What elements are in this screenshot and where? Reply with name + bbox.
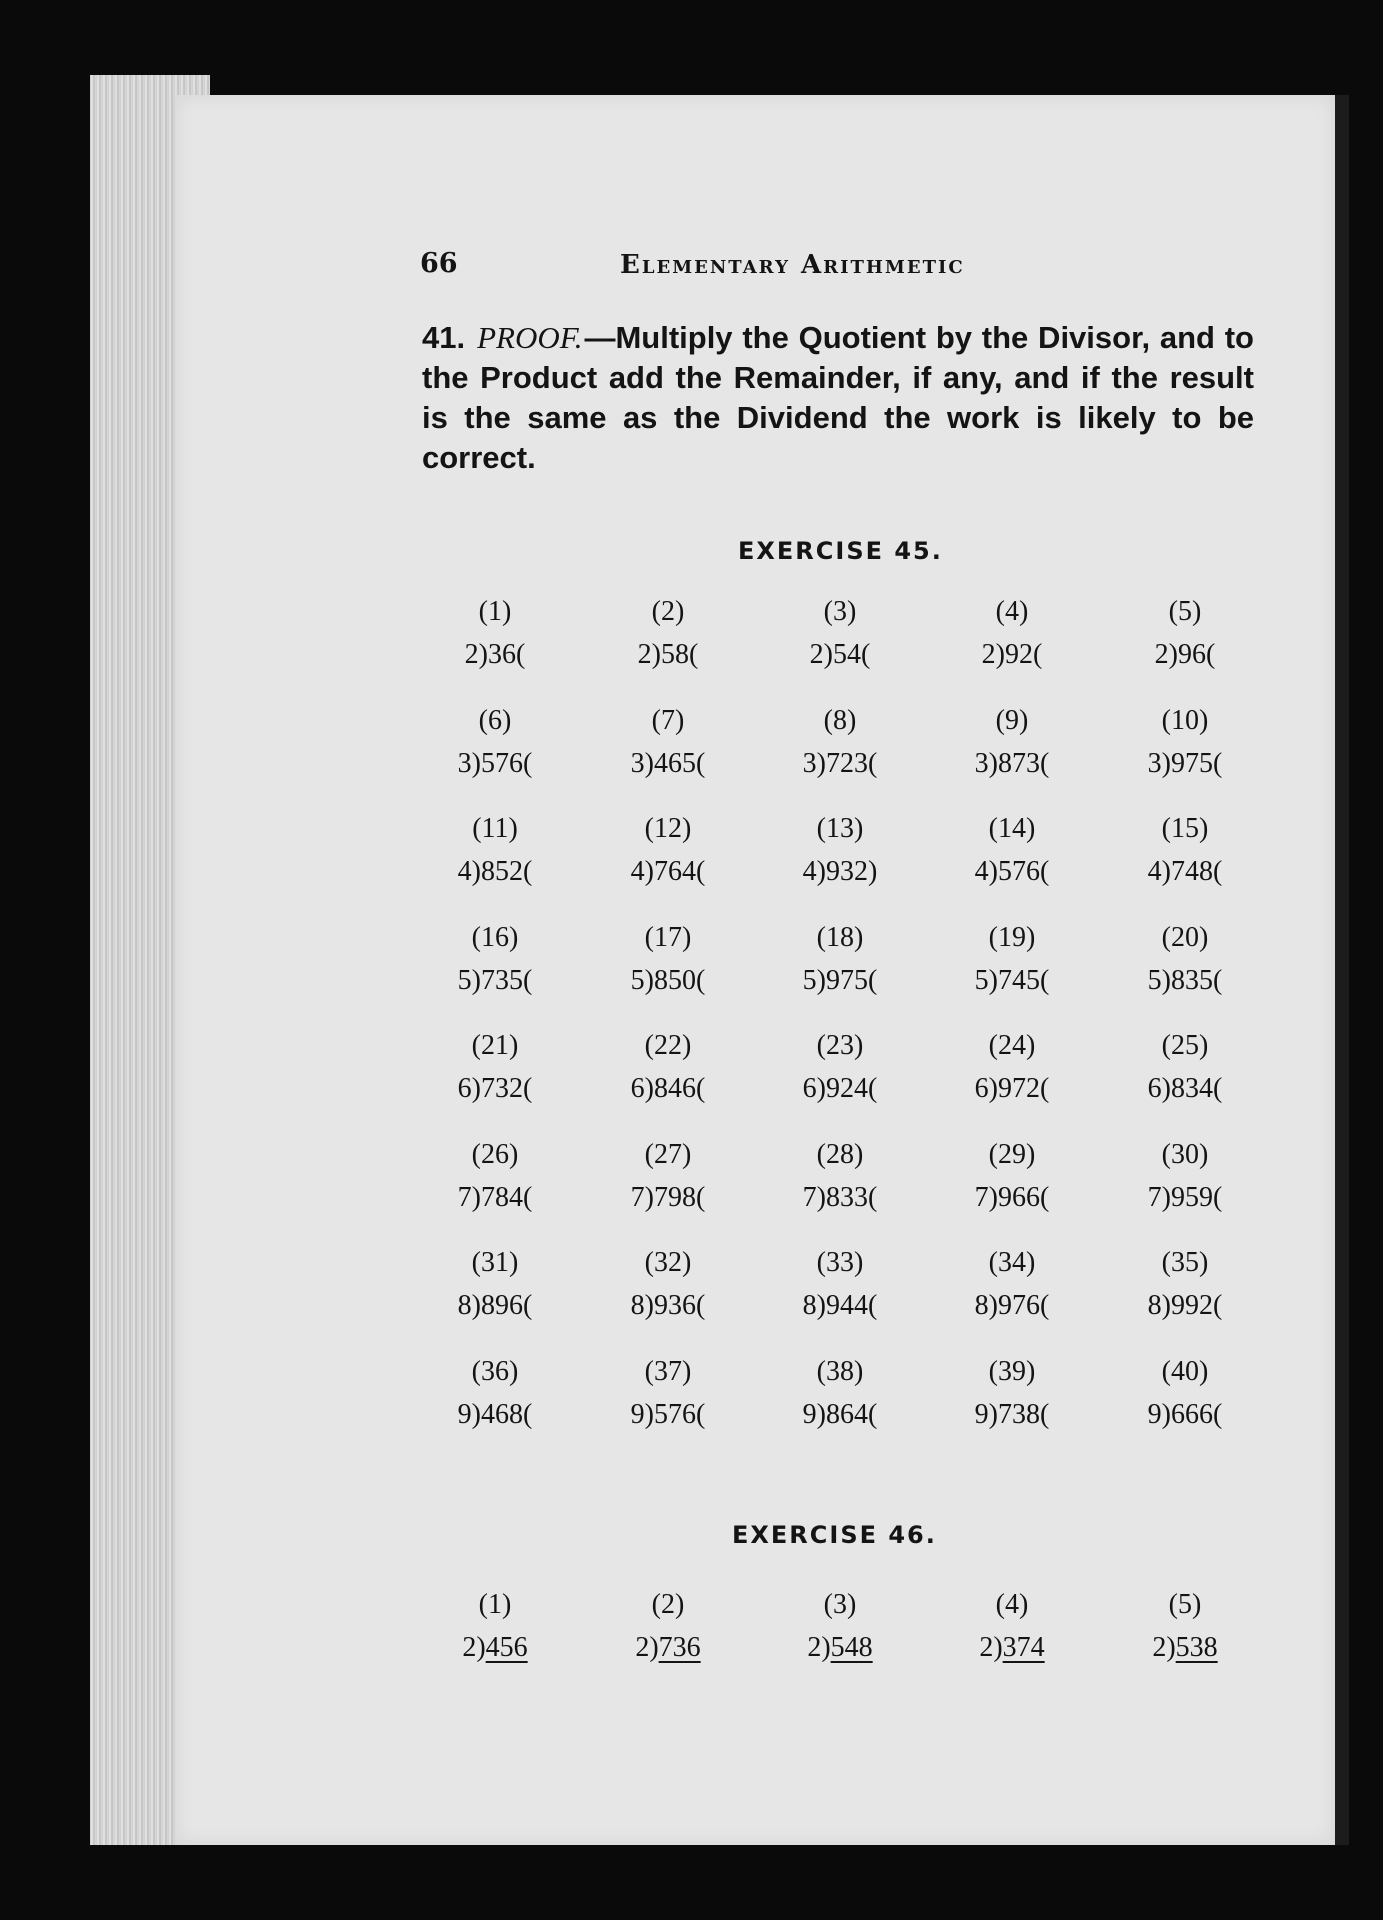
problem-expression: 8)976( bbox=[974, 1290, 1050, 1321]
problem-dividend: 538 bbox=[1175, 1632, 1218, 1663]
problem-number: (40) bbox=[1161, 1355, 1209, 1387]
problem-number: (7) bbox=[651, 704, 685, 736]
problem-expression: 5)745( bbox=[974, 964, 1050, 996]
problem-number: (30) bbox=[1161, 1138, 1209, 1170]
problem-dividend: 736 bbox=[658, 1632, 701, 1663]
problem-number: (37) bbox=[644, 1355, 692, 1387]
binding-edge bbox=[1335, 95, 1349, 1845]
division-problem bbox=[603, 704, 733, 781]
problem-number: (36) bbox=[471, 1355, 519, 1387]
problem-expression: 8)936( bbox=[630, 1290, 706, 1321]
problem-number: (15) bbox=[1161, 813, 1209, 844]
problem-number: (10) bbox=[1161, 704, 1209, 736]
exercise-45-problems bbox=[430, 595, 1250, 1455]
division-problem bbox=[1120, 1029, 1250, 1106]
problem-number: (12) bbox=[644, 813, 692, 844]
problem-number: (19) bbox=[988, 921, 1036, 953]
exercise-46-title: EXERCISE 46. bbox=[732, 1521, 937, 1549]
division-problem bbox=[947, 921, 1077, 998]
division-problem bbox=[1120, 921, 1250, 998]
problem-expression: 7)798( bbox=[630, 1181, 706, 1213]
problem-expression: 4)764( bbox=[630, 856, 706, 887]
division-problem bbox=[603, 1029, 733, 1106]
problem-dividend: 374 bbox=[1002, 1632, 1045, 1663]
division-problem bbox=[1120, 1138, 1250, 1215]
problem-number: (29) bbox=[988, 1138, 1036, 1170]
division-problem bbox=[775, 1029, 905, 1106]
problem-number: (1) bbox=[478, 1589, 512, 1620]
problem-number: (5) bbox=[1168, 1589, 1202, 1620]
problem-number: (35) bbox=[1161, 1247, 1209, 1278]
division-problem bbox=[430, 1355, 560, 1432]
division-problem bbox=[603, 1355, 733, 1432]
problem-expression: 5)735( bbox=[457, 964, 533, 996]
problem-expression: 3)873( bbox=[974, 747, 1050, 779]
problem-number: (9) bbox=[995, 704, 1029, 736]
problem-divisor: 2) bbox=[807, 1632, 831, 1663]
division-problem bbox=[430, 1246, 560, 1323]
problem-expression: 9)666( bbox=[1147, 1398, 1223, 1430]
division-problem bbox=[1120, 812, 1250, 889]
division-problem bbox=[775, 1138, 905, 1215]
division-problem bbox=[775, 1355, 905, 1432]
problem-divisor: 2) bbox=[1152, 1632, 1176, 1663]
problem-expression: 2)92( bbox=[981, 639, 1043, 670]
problem-number: (24) bbox=[988, 1030, 1036, 1061]
proof-text: —Multiply the Quotient by the Divisor, and to the Product add the Remainder, if any, and if the result is the same as the Dividend the work is likely to be correct. bbox=[422, 320, 1254, 475]
problem-number: (18) bbox=[816, 921, 864, 953]
problem-dividend: 548 bbox=[830, 1632, 873, 1663]
division-problem bbox=[775, 704, 905, 781]
problem-number: (11) bbox=[472, 813, 518, 844]
problem-expression bbox=[775, 1631, 905, 1665]
division-problem bbox=[775, 1246, 905, 1323]
problem-number: (23) bbox=[816, 1030, 864, 1061]
problem-number: (3) bbox=[823, 1589, 857, 1620]
problem-number: (3) bbox=[823, 596, 857, 627]
problem-divisor: 2) bbox=[635, 1632, 659, 1663]
division-problem bbox=[1120, 1246, 1250, 1323]
division-problem bbox=[775, 921, 905, 998]
division-problem bbox=[947, 1588, 1077, 1665]
problem-expression bbox=[430, 1631, 560, 1665]
problem-expression: 3)975( bbox=[1147, 747, 1223, 779]
problem-expression: 2)36( bbox=[464, 639, 526, 670]
page-number: 66 bbox=[420, 248, 458, 279]
proof-paragraph bbox=[422, 318, 1254, 478]
division-problem bbox=[603, 1588, 733, 1665]
division-problem bbox=[947, 1246, 1077, 1323]
division-problem bbox=[775, 1588, 905, 1665]
division-problem bbox=[947, 595, 1077, 672]
division-problem bbox=[430, 921, 560, 998]
problem-number: (8) bbox=[823, 704, 857, 736]
problem-number: (39) bbox=[988, 1355, 1036, 1387]
problem-number: (32) bbox=[644, 1247, 692, 1278]
problem-expression: 5)975( bbox=[802, 964, 878, 996]
problem-number: (5) bbox=[1168, 596, 1202, 627]
problem-number: (27) bbox=[644, 1138, 692, 1170]
problem-number: (34) bbox=[988, 1247, 1036, 1278]
problem-expression: 6)972( bbox=[974, 1073, 1050, 1104]
exercise-46-problems bbox=[430, 1588, 1250, 1678]
problem-number: (21) bbox=[471, 1030, 519, 1061]
division-problem bbox=[947, 812, 1077, 889]
division-problem bbox=[1120, 704, 1250, 781]
problem-expression: 7)784( bbox=[457, 1181, 533, 1213]
division-problem bbox=[430, 704, 560, 781]
problem-expression: 3)465( bbox=[630, 747, 706, 779]
problem-number: (16) bbox=[471, 921, 519, 953]
problem-divisor: 2) bbox=[979, 1632, 1003, 1663]
problem-number: (33) bbox=[816, 1247, 864, 1278]
problem-expression: 3)576( bbox=[457, 747, 533, 779]
problem-expression: 7)959( bbox=[1147, 1181, 1223, 1213]
division-problem bbox=[430, 1029, 560, 1106]
problem-expression: 4)852( bbox=[457, 856, 533, 887]
exercise-45-title: EXERCISE 45. bbox=[738, 537, 943, 565]
problem-expression: 9)864( bbox=[802, 1398, 878, 1430]
problem-number: (14) bbox=[988, 813, 1036, 844]
problem-expression: 6)846( bbox=[630, 1073, 706, 1104]
problem-expression: 9)738( bbox=[974, 1398, 1050, 1430]
division-problem bbox=[603, 1246, 733, 1323]
division-problem bbox=[603, 1138, 733, 1215]
problem-number: (38) bbox=[816, 1355, 864, 1387]
problem-expression: 6)924( bbox=[802, 1073, 878, 1104]
problem-expression: 7)833( bbox=[802, 1181, 878, 1213]
problem-expression: 3)723( bbox=[802, 747, 878, 779]
division-problem bbox=[947, 704, 1077, 781]
problem-number: (13) bbox=[816, 813, 864, 844]
division-problem bbox=[430, 1588, 560, 1665]
division-problem bbox=[430, 595, 560, 672]
division-problem bbox=[1120, 1588, 1250, 1665]
problem-expression: 5)850( bbox=[630, 964, 706, 996]
problem-expression: 4)748( bbox=[1147, 856, 1223, 887]
problem-expression: 5)835( bbox=[1147, 964, 1223, 996]
problem-number: (1) bbox=[478, 596, 512, 627]
problem-number: (2) bbox=[651, 1589, 685, 1620]
problem-expression: 7)966( bbox=[974, 1181, 1050, 1213]
problem-number: (4) bbox=[995, 596, 1029, 627]
problem-expression bbox=[1120, 1631, 1250, 1665]
problem-number: (2) bbox=[651, 596, 685, 627]
division-problem bbox=[430, 1138, 560, 1215]
problem-dividend: 456 bbox=[485, 1632, 528, 1663]
division-problem bbox=[947, 1029, 1077, 1106]
problem-expression: 9)576( bbox=[630, 1398, 706, 1430]
problem-expression: 4)932) bbox=[802, 856, 878, 887]
problem-expression: 6)732( bbox=[457, 1073, 533, 1104]
division-problem bbox=[1120, 595, 1250, 672]
division-problem bbox=[603, 595, 733, 672]
division-problem bbox=[947, 1355, 1077, 1432]
section-number: 41. bbox=[422, 320, 466, 355]
problem-expression bbox=[603, 1631, 733, 1665]
problem-number: (4) bbox=[995, 1589, 1029, 1620]
problem-number: (31) bbox=[471, 1247, 519, 1278]
problem-number: (26) bbox=[471, 1138, 519, 1170]
problem-expression: 4)576( bbox=[974, 856, 1050, 887]
problem-expression: 8)896( bbox=[457, 1290, 533, 1321]
division-problem bbox=[430, 812, 560, 889]
running-title: Elementary Arithmetic bbox=[620, 250, 965, 280]
problem-expression: 2)58( bbox=[637, 639, 699, 670]
division-problem bbox=[1120, 1355, 1250, 1432]
division-problem bbox=[775, 812, 905, 889]
problem-expression: 6)834( bbox=[1147, 1073, 1223, 1104]
problem-number: (17) bbox=[644, 921, 692, 953]
division-problem bbox=[775, 595, 905, 672]
problem-expression bbox=[947, 1631, 1077, 1665]
problem-number: (6) bbox=[478, 704, 512, 736]
problem-expression: 2)96( bbox=[1154, 639, 1216, 670]
problem-number: (22) bbox=[644, 1030, 692, 1061]
problem-number: (25) bbox=[1161, 1030, 1209, 1061]
problem-expression: 8)944( bbox=[802, 1290, 878, 1321]
division-problem bbox=[947, 1138, 1077, 1215]
problem-expression: 9)468( bbox=[457, 1398, 533, 1430]
problem-divisor: 2) bbox=[462, 1632, 486, 1663]
section-label: PROOF. bbox=[477, 320, 583, 355]
problem-expression: 8)992( bbox=[1147, 1290, 1223, 1321]
division-problem bbox=[603, 812, 733, 889]
running-head bbox=[420, 248, 1040, 288]
problem-expression: 2)54( bbox=[809, 639, 871, 670]
problem-number: (20) bbox=[1161, 921, 1209, 953]
division-problem bbox=[603, 921, 733, 998]
problem-number: (28) bbox=[816, 1138, 864, 1170]
